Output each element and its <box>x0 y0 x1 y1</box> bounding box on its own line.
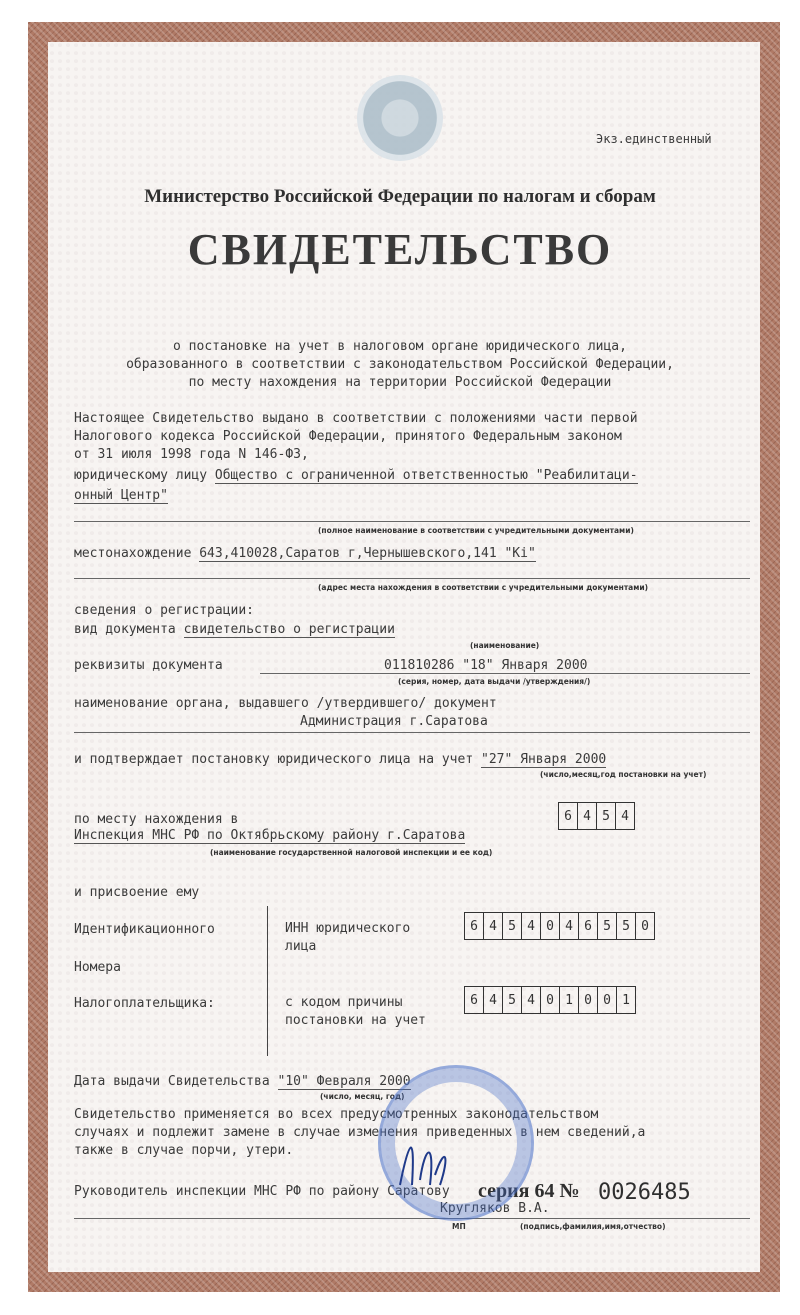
place-label: по месту нахождения в <box>74 812 239 827</box>
inn-digit: 5 <box>503 913 522 939</box>
note-inspection: (наименование государственной налоговой инспекции и ее код) <box>210 848 493 857</box>
subtitle-line: по месту нахождения на территории Российской Федерации <box>188 375 612 390</box>
kpp-label: с кодом причины <box>285 995 403 1010</box>
divider <box>260 673 750 674</box>
issue-date-row <box>74 1074 411 1089</box>
vertical-divider <box>267 906 268 1056</box>
confirm-row <box>74 752 606 767</box>
code-digit: 4 <box>621 808 629 824</box>
inspection-name: Инспекция МНС РФ по Октябрьскому району г.Саратова <box>74 828 466 843</box>
inspection-code <box>558 802 635 830</box>
inn-digit: 4 <box>484 913 503 939</box>
usage-line: случаях и подлежит замене в случае изменения приведенных в нем сведений,а <box>74 1125 646 1140</box>
note-sign: (подпись,фамилия,имя,отчество) <box>520 1222 666 1231</box>
intro-line: Настоящее Свидетельство выдано в соответствии с положениями части первой <box>74 411 638 426</box>
mp-label: МП <box>452 1222 466 1231</box>
entity-name-cont: онный Центр" <box>74 488 168 503</box>
entity-name: Общество с ограниченной ответственностью "Реабилитаци- <box>214 468 638 483</box>
code-digit: 6 <box>559 803 578 829</box>
note-issue: (число, месяц, год) <box>320 1092 405 1101</box>
ident-label: Идентификационного <box>74 922 215 937</box>
signature-icon <box>390 1125 460 1195</box>
note-naming: (наименование) <box>470 641 540 650</box>
intro-line: от 31 июля 1998 года N 146-ФЗ, <box>74 447 309 462</box>
note-date: (число,месяц,год постановки на учет) <box>540 770 707 779</box>
inn-label: ИНН юридического <box>285 921 411 936</box>
confirm-date: "27" Января 2000 <box>481 752 607 767</box>
doc-type-label: вид документа <box>74 622 184 637</box>
usage-text <box>74 1106 645 1160</box>
kpp-digit: 0 <box>598 987 617 1013</box>
issuer-label: наименование органа, выдавшего /утвердившего/ документ <box>74 696 497 711</box>
note-series: (серия, номер, дата выдачи /утверждения/) <box>398 677 591 686</box>
kpp-digit: 4 <box>522 987 541 1013</box>
subtitle <box>0 338 800 392</box>
doc-req-value: 011810286 "18" Января 2000 <box>384 658 588 673</box>
kpp-digit: 1 <box>622 992 630 1008</box>
inn-digit: 0 <box>641 918 649 934</box>
intro-text <box>74 410 638 464</box>
emblem-icon <box>357 75 443 161</box>
kpp-digit: 5 <box>503 987 522 1013</box>
series-label: серия 64 № <box>478 1180 580 1202</box>
location-row <box>74 546 536 561</box>
divider <box>74 578 750 579</box>
series-number: 0026485 <box>598 1180 691 1205</box>
subtitle-line: образованного в соответствии с законодательством Российской Федерации, <box>126 357 674 372</box>
usage-line: Свидетельство применяется во всех предусмотренных законодательством <box>74 1107 599 1122</box>
kpp-digit: 0 <box>541 987 560 1013</box>
page-title: СВИДЕТЕЛЬСТВО <box>187 225 613 274</box>
doc-type-value: свидетельство о регистрации <box>183 622 395 637</box>
number-label: Номера <box>74 960 121 975</box>
inn-digit: 6 <box>579 913 598 939</box>
kpp-digit: 1 <box>560 987 579 1013</box>
issue-date-value: "10" Февраля 2000 <box>277 1074 411 1089</box>
inn-digit: 4 <box>522 913 541 939</box>
doc-type-row <box>74 622 395 637</box>
inn-digits <box>464 912 655 940</box>
divider <box>74 1218 750 1219</box>
entity-line-2 <box>74 488 168 503</box>
location-value: 643,410028,Саратов г,Чернышевского,141 "Ki" <box>199 546 536 561</box>
inspection-name-row <box>74 828 465 843</box>
note-name: (полное наименование в соответствии с учредительными документами) <box>318 526 634 535</box>
code-digit: 5 <box>597 803 616 829</box>
entity-prefix: юридическому лицу <box>74 468 215 483</box>
inn-digit: 5 <box>617 913 636 939</box>
kpp-digits <box>464 986 636 1014</box>
code-digit: 4 <box>578 803 597 829</box>
divider <box>74 521 750 522</box>
inn-digit: 0 <box>541 913 560 939</box>
inn-label-2: лица <box>285 939 317 954</box>
entity-line-1 <box>74 468 638 483</box>
issue-date-label: Дата выдачи Свидетельства <box>74 1074 278 1089</box>
inn-digit: 6 <box>465 913 484 939</box>
inn-digit: 4 <box>560 913 579 939</box>
issuer-value: Администрация г.Саратова <box>300 714 488 729</box>
divider <box>74 732 750 733</box>
doc-req-label: реквизиты документа <box>74 658 223 673</box>
kpp-digit: 0 <box>579 987 598 1013</box>
location-label: местонахождение <box>74 546 200 561</box>
ministry-name: Министерство Российской Федерации по налогам и сборам <box>144 186 656 207</box>
kpp-label-2: постановки на учет <box>285 1013 426 1028</box>
copy-note: Экз.единственный <box>596 132 712 146</box>
taxpayer-label: Налогоплательщика: <box>74 996 215 1011</box>
subtitle-line: о постановке на учет в налоговом органе юридического лица, <box>173 339 627 354</box>
intro-line: Налогового кодекса Российской Федерации, принятого Федеральным законом <box>74 429 622 444</box>
confirm-label: и подтверждает постановку юридического лица на учет <box>74 752 481 767</box>
kpp-digit: 4 <box>484 987 503 1013</box>
reg-info-label: сведения о регистрации: <box>74 603 255 618</box>
kpp-digit: 6 <box>465 987 484 1013</box>
usage-line: также в случае порчи, утери. <box>74 1143 294 1158</box>
assign-label: и присвоение ему <box>74 885 200 900</box>
inn-digit: 5 <box>598 913 617 939</box>
head-name: Кругляков В.А. <box>440 1201 550 1216</box>
note-address: (адрес места нахождения в соответствии с учредительными документами) <box>318 583 649 592</box>
head-label: Руководитель инспекции МНС РФ по району Саратову <box>74 1184 450 1199</box>
